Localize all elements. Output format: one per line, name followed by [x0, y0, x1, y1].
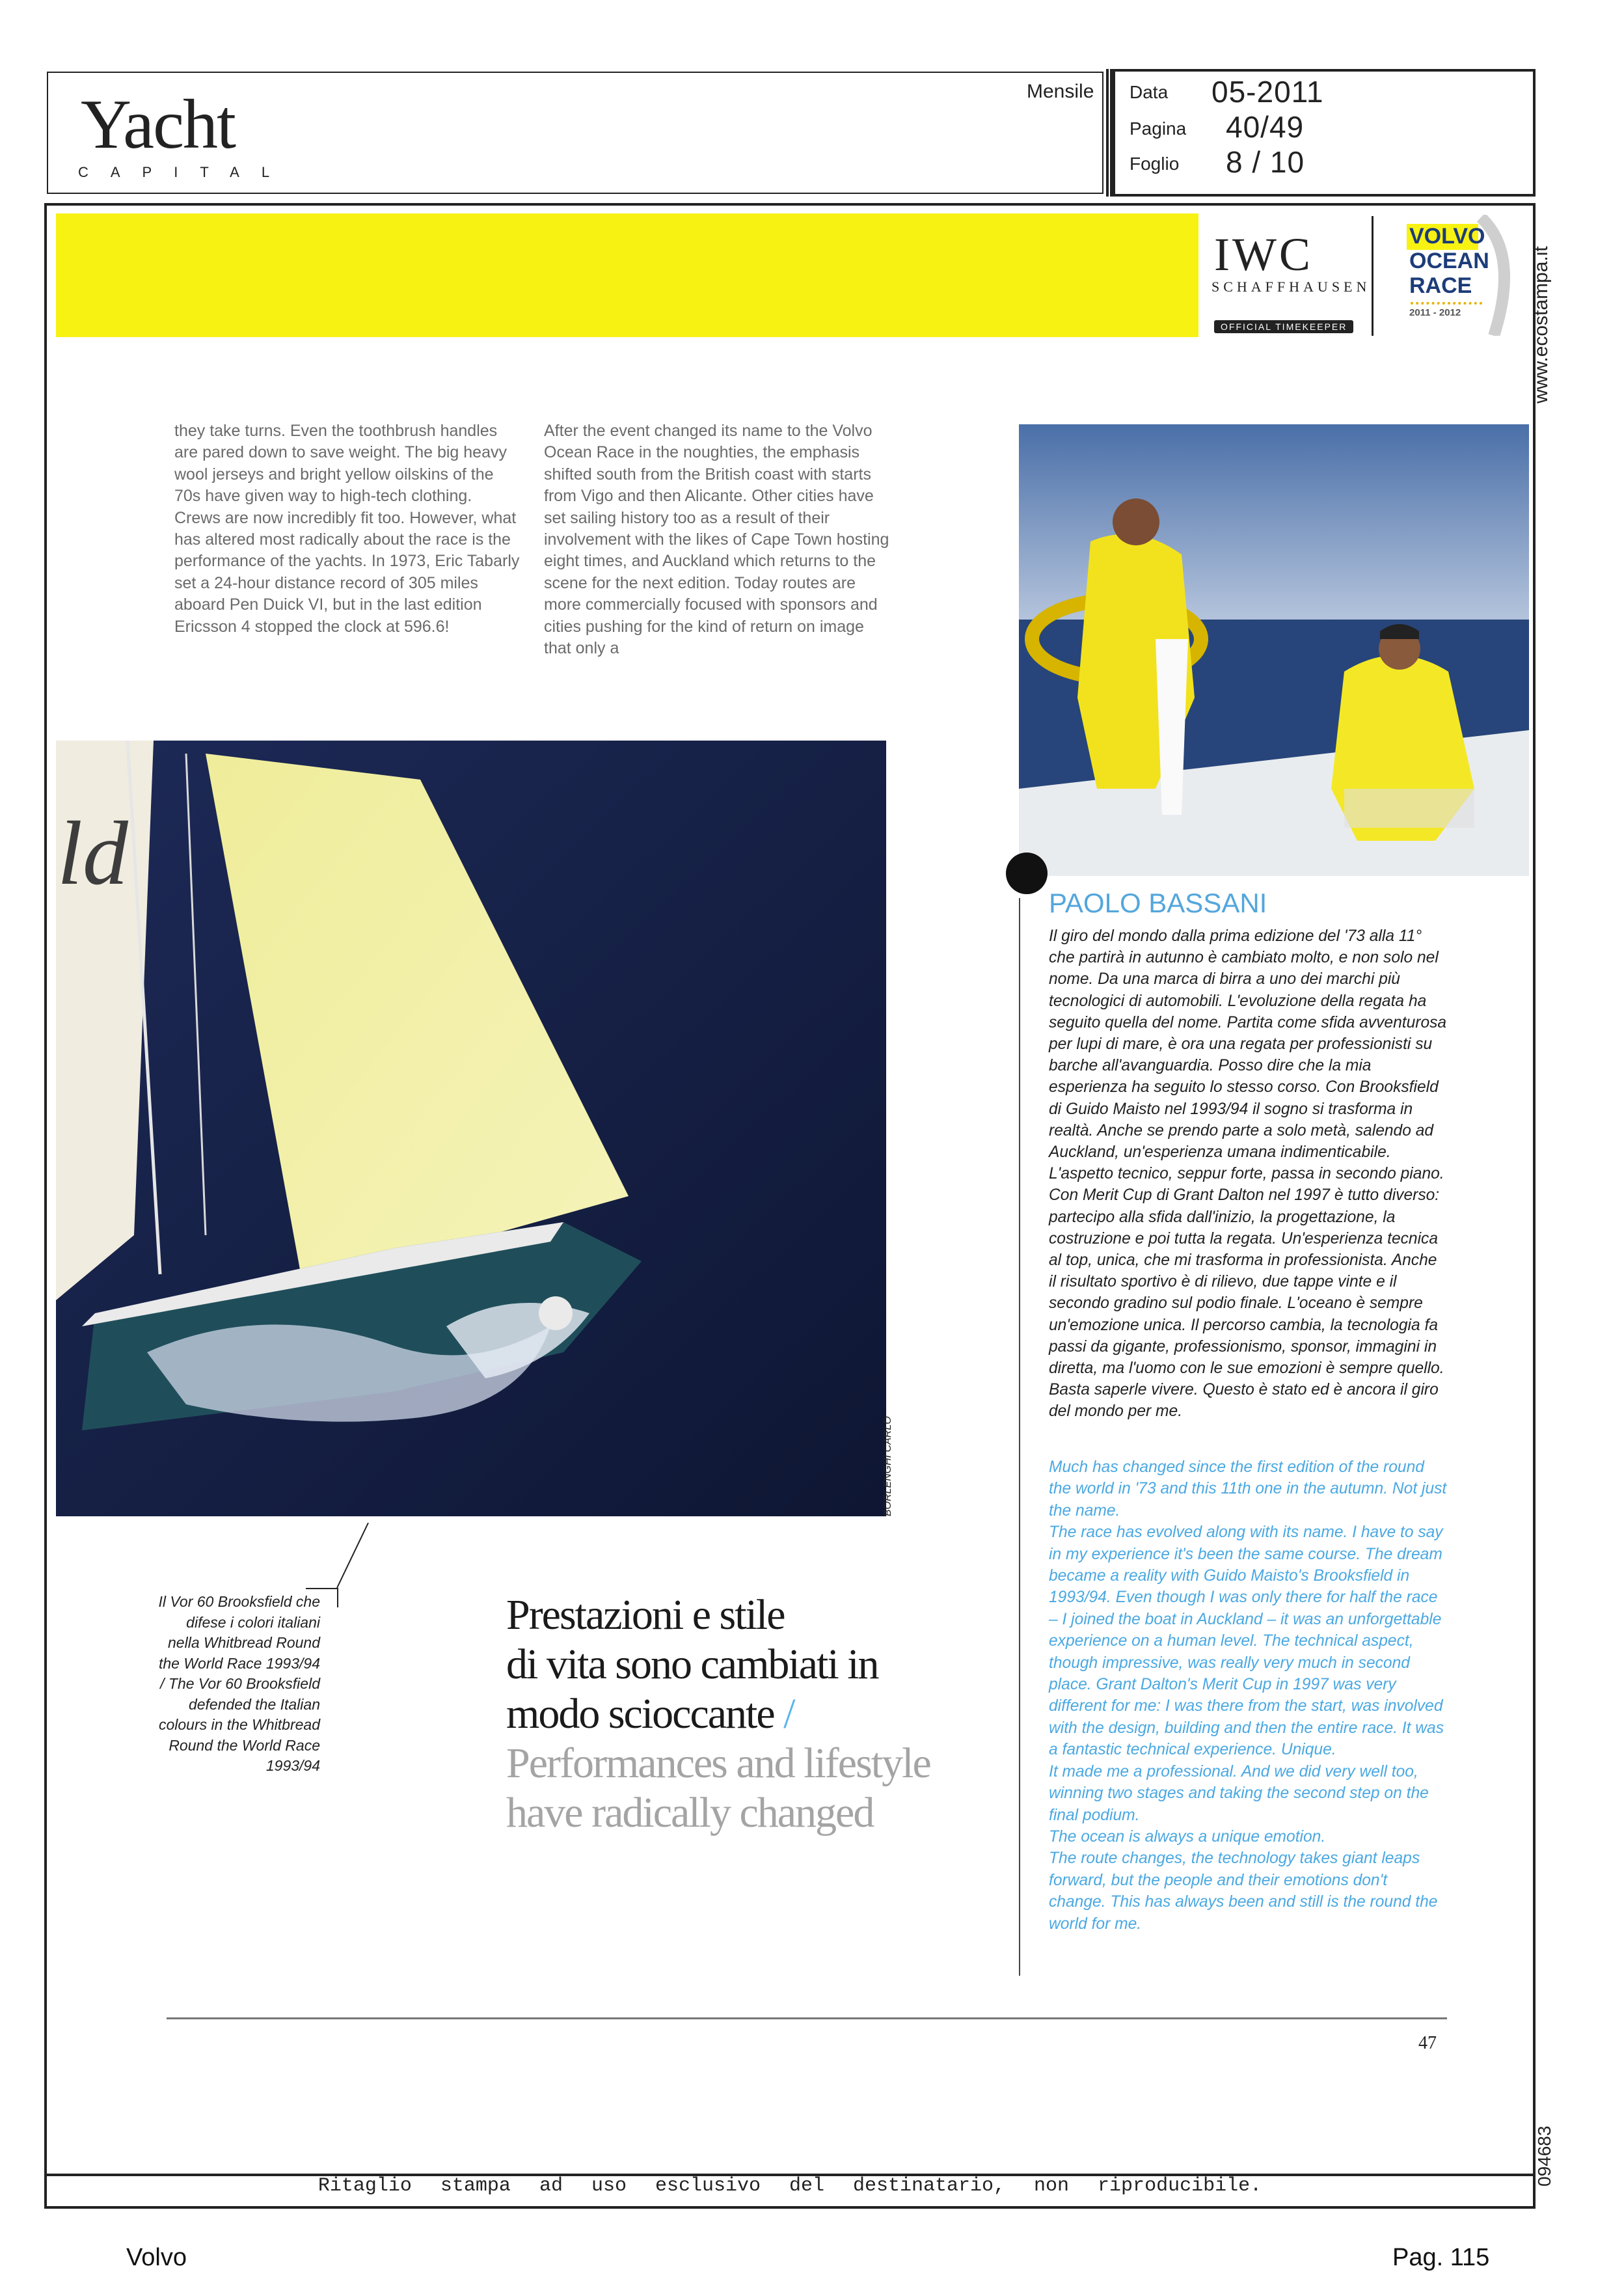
foglio-label: Foglio: [1130, 154, 1180, 174]
caption-rule-v: [337, 1588, 338, 1607]
en-paragraph: Much has changed since the first edition of the round the world in '73 and this 11th one in the autumn. Not just the name.: [1049, 1458, 1447, 1520]
bullet-dot: [1006, 853, 1048, 894]
iwc-badge: OFFICIAL TIMEKEEPER: [1214, 320, 1353, 333]
headline-it-2: di vita sono cambiati in: [506, 1641, 878, 1688]
headline-en-1: Performances and lifestyle: [506, 1740, 930, 1787]
data-label: Data: [1130, 82, 1169, 102]
yacht-capital-logo: Yacht: [81, 86, 236, 163]
race-word: RACE: [1409, 273, 1472, 298]
headline-it-3: modo scioccante: [506, 1690, 774, 1738]
pagina-label: Pagina: [1130, 118, 1187, 139]
side-url: [1530, 215, 1569, 403]
interviewee-name: PAOLO BASSANI: [1049, 888, 1267, 918]
footer-client: Volvo: [126, 2244, 187, 2271]
ocean-word: OCEAN: [1409, 249, 1489, 273]
crew-photo: [1019, 424, 1529, 876]
volvo-ocean-race-logo: [1383, 215, 1520, 336]
pagina-value: 40/49: [1226, 110, 1305, 144]
headline-slash: /: [774, 1690, 794, 1738]
header-separator: [1106, 69, 1113, 197]
iwc-logo: IWC: [1214, 228, 1313, 280]
en-paragraph: The race has evolved along with its name. I have to say in my experience it's been the same course. The dream became a reality with Guido Maisto's Brooksfield in 1993/94. Even though I was only there for half the race – I joined the boat in Auckland – it was an unforgettable experience on a human level. The technical aspect, though impressive, was really very much in second place. Grant Dalton's Merit Cup in 1997 was very different for me: I was there from the start, was involved with the design, building and then the entire race. It was a fantastic technical experience. Unique.: [1049, 1523, 1444, 1759]
banner-separator: [1372, 216, 1374, 336]
page-number: 47: [1418, 2033, 1437, 2053]
article-column-1: they take turns. Even the toothbrush handles are pared down to save weight. The big heavy wool jerseys and bright yellow oilskins of the 70s have given way to high-tech clothing. Crews are now incredibly fit too. However, what has altered most radically about the race is the performance of the yachts. In 1973, Eric Tabarly set a 24-hour distance record of 305 miles aboard Pen Duick VI, but in the last edition Ericsson 4 stopped the clock at 596.6!: [174, 422, 520, 636]
side-url-text: www.ecostampa.it: [1530, 246, 1552, 403]
interview-english: [1049, 1456, 1447, 1935]
photo-credit: [882, 1416, 902, 1516]
volvo-years: 2011 - 2012: [1409, 307, 1461, 318]
side-code: [1530, 2089, 1569, 2187]
en-paragraph: The ocean is always a unique emotion.: [1049, 1827, 1326, 1846]
headline-it-1: Prestazioni e stile: [506, 1591, 785, 1639]
copyright-notice: Ritaglio stampa ad uso esclusivo del destinatario, non riproducibile.: [318, 2175, 1262, 2197]
photo-caption: Il Vor 60 Brooksfield che difese i colori italiani nella Whitbread Round the World Race 1993/94 / The Vor 60 Brooksfield defended the Italian colours in the Whitbread Round the World Race 1993/94: [158, 1593, 320, 1774]
volvo-word: VOLVO: [1409, 224, 1485, 249]
interview-italian: Il giro del mondo dalla prima edizione del '73 alla 11° che partirà in autunno è cambiato molto, e non solo nel nome. Da una marca di birra a uno dei marchi più tecnologici di automobili. L'evoluzione della regata ha seguito quella del nome. Partita come sfida avventurosa per lupi di mare, è ora una regata per professionisti su barche all'avanguardia. Posso dire che la mia esperienza ha seguito lo stesso corso. Con Brooksfield di Guido Maisto nel 1993/94 il sogno si trasforma in realtà. Anche se prendo parte a solo metà, salendo ad Auckland, un'esperienza umana indimenticabile. L'aspetto tecnico, seppur forte, passa in secondo piano. Con Merit Cup di Grant Dalton nel 1997 è tutto diverso: partecipo alla sfida dall'inizio, la progettazione, la costruzione e poi tutta la regata. Un'esperienza tecnica al top, unica, che mi trasforma in professionista. Anche il risultato sportivo è di rilievo, due tappe vinte e il secondo gradino sul podio finale. L'oceano è sempre un'emozione unica. Il percorso cambia, la tecnologia fa passi da gigante, professionismo, sponsor, immagini in diretta, ma l'uomo con le sue emozioni è sempre quello. Basta saperle vivere. Questo è stato ed è ancora il giro del mondo per me.: [1049, 927, 1447, 1421]
caption-rule-h: [306, 1588, 338, 1589]
side-code-text: 094683: [1534, 2125, 1554, 2187]
data-value: 05-2011: [1211, 75, 1324, 109]
foglio-value: 8 / 10: [1226, 145, 1305, 179]
logo-subtitle: CAPITAL: [78, 164, 292, 180]
article-column-2: After the event changed its name to the Volvo Ocean Race in the noughties, the emphasis shifted south from the British coast with starts from Vigo and then Alicante. Other cities have set sailing history too as a result of their involvement with the likes of Cape Town hosting eight times, and Auckland which returns to the scene for the next edition. Today routes are more commercially focused with sponsors and cities pushing for the kind of return on image that only a: [544, 422, 889, 658]
headline: [506, 1590, 1014, 1838]
frequency-label: Mensile: [1027, 81, 1094, 102]
yellow-banner: [56, 213, 1198, 337]
en-paragraph: It made me a professional. And we did very well too, winning two stages and taking the second step on the final podium.: [1049, 1762, 1429, 1824]
issue-info-box: [1113, 69, 1536, 197]
footer-page: Pag. 115: [1392, 2244, 1490, 2271]
caption-pointer: [325, 1523, 371, 1590]
sidebar-rule: [1019, 898, 1020, 1976]
photo-credit-text: BORLENGHI CARLO: [882, 1416, 893, 1516]
en-paragraph: The route changes, the technology takes giant leaps forward, but the people and their emotions don't change. This has always been and still is the round the world for me.: [1049, 1849, 1438, 1933]
sail-letters: ld: [57, 803, 128, 904]
page-rule: [167, 2017, 1447, 2019]
headline-en-2: have radically changed: [506, 1789, 874, 1836]
sailing-yacht-photo: [56, 741, 886, 1516]
iwc-subtitle: SCHAFFHAUSEN: [1211, 279, 1371, 295]
volvo-dots: [1411, 302, 1482, 305]
